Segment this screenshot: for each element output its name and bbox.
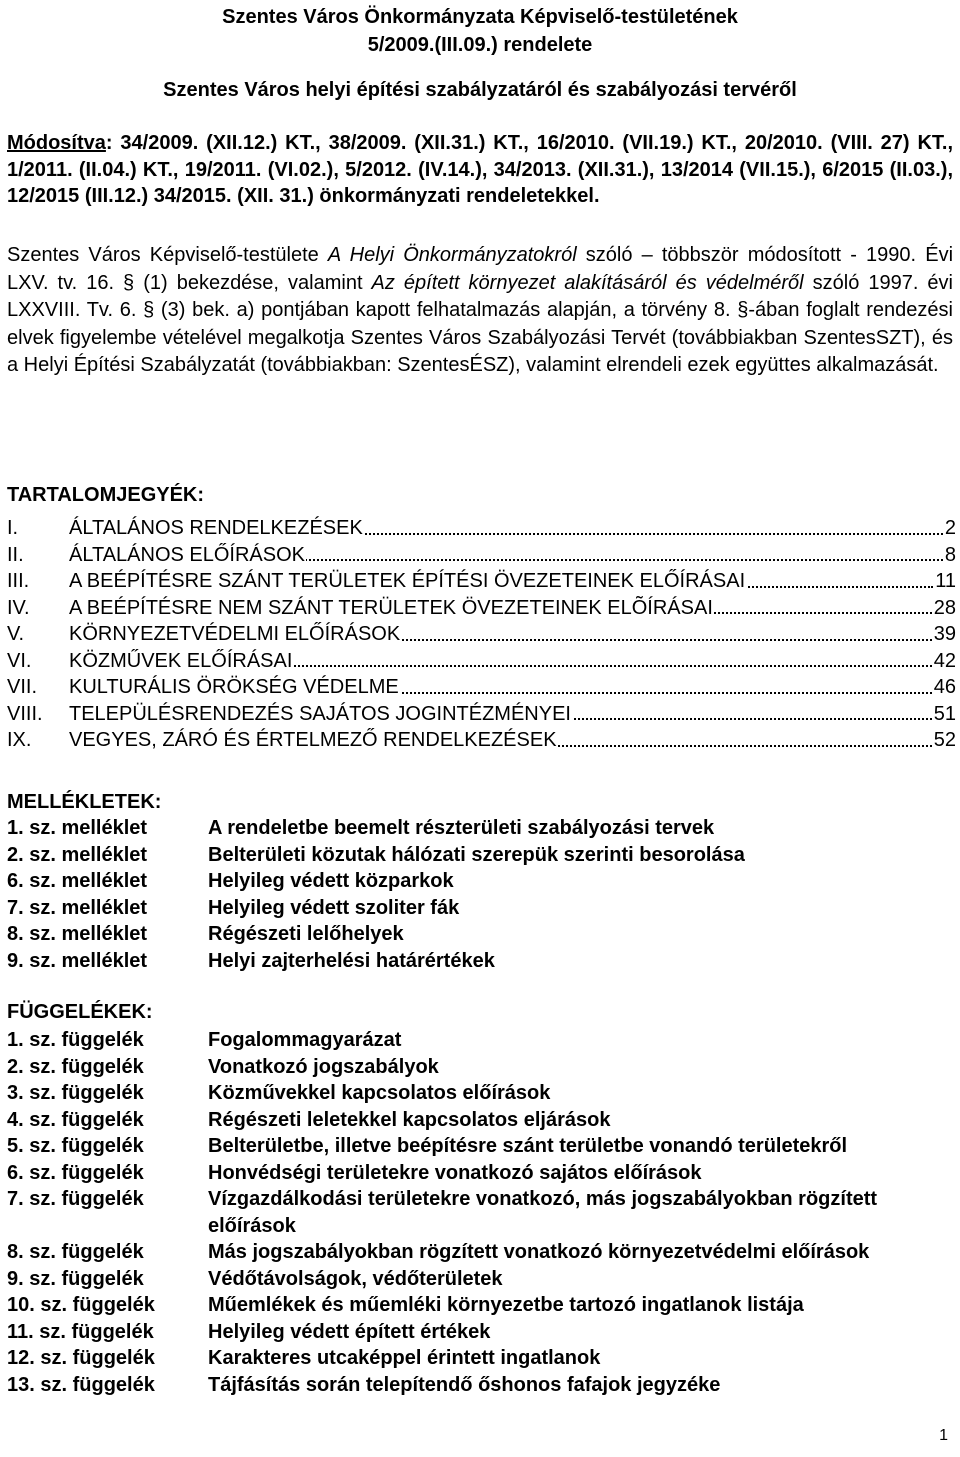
preamble-text-2: szóló – többször módosított - 1990. Évi LXV. tv. 16. § (1) bekezdése, valamint <box>7 244 954 294</box>
table-of-contents <box>7 515 956 754</box>
appendix-item-number: 11. sz. függelék <box>7 1320 154 1343</box>
document-title <box>0 3 960 59</box>
appendix-item-title: Tájfásítás során telepítendő őshonos fafajok jegyzéke <box>208 1373 721 1396</box>
toc-item-page: 2 <box>943 515 956 542</box>
toc-item-page: 51 <box>932 701 956 728</box>
toc-item-page: 42 <box>932 648 956 675</box>
title-line-2: 5/2009.(III.09.) rendelete <box>367 34 593 56</box>
appendix-item-number: 6. sz. függelék <box>7 1161 144 1184</box>
toc-item[interactable] <box>7 701 956 728</box>
amendments-note <box>7 130 953 210</box>
annex-item <box>7 921 947 948</box>
toc-item-title-wrap <box>69 568 933 595</box>
annex-item-title: Helyileg védett közparkok <box>208 870 454 892</box>
toc-item-title: KÖRNYEZETVÉDELMI ELŐÍRÁSOK <box>69 623 401 645</box>
toc-item-title-wrap <box>69 621 932 648</box>
annex-item <box>7 948 947 975</box>
toc-heading: TARTALOMJEGYÉK: <box>7 484 205 506</box>
toc-item-title-wrap <box>69 515 943 542</box>
toc-item-title-wrap <box>69 648 932 675</box>
annex-item <box>7 842 947 869</box>
toc-item-page: 52 <box>932 727 956 754</box>
annex-item-title: Helyileg védett szoliter fák <box>208 896 460 919</box>
toc-item-title: ÁLTALÁNOS RENDELKEZÉSEK <box>69 517 363 539</box>
toc-item[interactable] <box>7 648 956 675</box>
toc-item[interactable] <box>7 595 956 622</box>
page-number: 1 <box>939 1427 948 1444</box>
toc-item-title: KÖZMŰVEK ELŐÍRÁSAI <box>69 649 293 672</box>
appendix-item-number: 10. sz. függelék <box>7 1294 155 1316</box>
appendix-item <box>7 1027 947 1054</box>
toc-item-number: VIII. <box>7 702 43 725</box>
appendix-item-title: Műemlékek és műemléki környezetbe tartozó ingatlanok listája <box>208 1294 804 1316</box>
annex-item-number: 8. sz. melléklet <box>7 923 148 945</box>
appendix-item-title: Fogalommagyarázat <box>208 1029 402 1051</box>
appendix-item <box>7 1292 947 1319</box>
toc-item-page: 28 <box>932 595 956 622</box>
annex-item-number: 1. sz. melléklet <box>7 817 148 839</box>
appendix-item-title: Régészeti leletekkel kapcsolatos eljárások <box>208 1108 611 1131</box>
appendix-item <box>7 1372 947 1399</box>
appendix-item-number: 8. sz. függelék <box>7 1241 144 1263</box>
toc-item-title: A BEÉPÍTÉSRE NEM SZÁNT TERÜLETEK ÖVEZETEINEK ELÕÍRÁSAI <box>69 596 713 619</box>
toc-item[interactable] <box>7 727 956 754</box>
appendix-item-title: Védőtávolságok, védőterületek <box>208 1267 503 1290</box>
toc-item-title: A BEÉPÍTÉSRE SZÁNT TERÜLETEK ÉPÍTÉSI ÖVEZETEINEK ELŐÍRÁSAI <box>69 570 746 592</box>
appendix-item-title: Belterületbe, illetve beépítésre szánt területbe vonandó területekről <box>208 1135 848 1157</box>
preamble-text-3: szóló 1997. évi LXXVIII. Tv. 6. § (3) bek. a) pontjában kapott felhatalmazás alapján, a törvény 8. §-ában foglalt rendezési elvek figyelembe vételével megalkotja Szentes Város Szabályozási Tervét (továbbiakban SzentesSZT), és a Helyi Építési Szabályzatát (továbbiakban: SzentesÉSZ), valamint elrendeli ezek együttes alkalmazását. <box>7 271 954 376</box>
preamble-law-title-1: A Helyi Önkormányzatokról <box>327 244 577 266</box>
toc-item-title-wrap <box>69 542 943 569</box>
toc-item-title: VEGYES, ZÁRÓ ÉS ÉRTELMEZŐ RENDELKEZÉSEK <box>69 729 557 751</box>
annex-item-title: Helyi zajterhelési határértékek <box>208 949 495 972</box>
annex-item-title: A rendeletbe beemelt részterületi szabályozási tervek <box>208 817 715 839</box>
appendix-item <box>7 1319 947 1346</box>
amendments-label: Módosítva <box>7 132 106 154</box>
appendix-item-number: 12. sz. függelék <box>7 1347 155 1369</box>
preamble-paragraph <box>7 242 953 380</box>
appendix-item-number: 2. sz. függelék <box>7 1055 144 1078</box>
toc-item-number: VI. <box>7 649 32 672</box>
toc-item-number: IV. <box>7 596 30 619</box>
appendix-item <box>7 1266 947 1293</box>
title-line-1: Szentes Város Önkormányzata Képviselő-testületének <box>222 6 738 28</box>
annex-item-number: 9. sz. melléklet <box>7 949 148 972</box>
toc-item-number: I. <box>7 517 19 539</box>
toc-item-page: 11 <box>933 568 956 595</box>
amendments-text: : 34/2009. (XII.12.) KT., 38/2009. (XII.31.) KT., 16/2010. (VII.19.) KT., 20/2010. (VIII. 27) KT., 1/2011. (II.04.) KT., 19/2011. (VI.02.), 5/2012. (IV.14.), 34/2013. (XII.31.), 13/2014 (VII.15.), 6/2015 (II.03.), 12/2015 (III.12.) 34/2015. (XII. 31.) önkormányzati rendeletekkel. <box>7 132 953 207</box>
toc-item-number: III. <box>7 570 30 592</box>
toc-item-title: ÁLTALÁNOS ELŐÍRÁSOK <box>69 543 306 566</box>
annex-item <box>7 868 947 895</box>
annex-item <box>7 815 947 842</box>
toc-item-number: V. <box>7 623 25 645</box>
appendix-item <box>7 1239 947 1266</box>
toc-item-number: VII. <box>7 676 38 698</box>
toc-item-number: II. <box>7 543 24 566</box>
appendix-item-number: 4. sz. függelék <box>7 1108 144 1131</box>
appendix-item-title: Közművekkel kapcsolatos előírások <box>208 1082 551 1104</box>
appendix-item-number: 1. sz. függelék <box>7 1029 144 1051</box>
appendix-item-title: Vízgazdálkodási területekre vonatkozó, más jogszabályokban rögzített előírások <box>208 1188 878 1237</box>
toc-item-page: 39 <box>932 621 956 648</box>
toc-item-page: 8 <box>943 542 956 569</box>
annex-item <box>7 895 947 922</box>
toc-item-title: KULTURÁLIS ÖRÖKSÉG VÉDELME <box>69 676 399 698</box>
annex-item-number: 6. sz. melléklet <box>7 870 148 892</box>
appendix-item <box>7 1345 947 1372</box>
appendix-item <box>7 1133 947 1160</box>
toc-item-number: IX. <box>7 729 32 751</box>
appendix-item-title: Honvédségi területekre vonatkozó sajátos előírások <box>208 1161 702 1184</box>
toc-item[interactable] <box>7 515 956 542</box>
appendix-item-title: Vonatkozó jogszabályok <box>208 1055 439 1078</box>
annex-item-number: 2. sz. melléklet <box>7 843 148 866</box>
appendix-item-title: Más jogszabályokban rögzített vonatkozó környezetvédelmi előírások <box>208 1241 870 1263</box>
appendix-item-title: Helyileg védett épített értékek <box>208 1320 491 1343</box>
preamble-text-1: Szentes Város Képviselő-testülete <box>7 244 328 266</box>
appendix-item-title: Karakteres utcaképpel érintett ingatlanok <box>208 1347 601 1369</box>
appendix-item <box>7 1186 947 1239</box>
toc-item-title: TELEPÜLÉSRENDEZÉS SAJÁTOS JOGINTÉZMÉNYEI <box>69 702 571 725</box>
toc-item-page: 46 <box>932 674 956 701</box>
appendix-item-number: 5. sz. függelék <box>7 1135 144 1157</box>
appendix-item-number: 7. sz. függelék <box>7 1188 144 1210</box>
annex-item-number: 7. sz. melléklet <box>7 896 148 919</box>
annexes-heading: MELLÉKLETEK: <box>7 791 162 813</box>
appendix-item <box>7 1160 947 1187</box>
appendix-item-number: 3. sz. függelék <box>7 1082 144 1104</box>
toc-item-title-wrap <box>69 595 932 622</box>
toc-item-title-wrap <box>69 727 932 754</box>
annex-item-title: Régészeti lelőhelyek <box>208 923 404 945</box>
appendices-heading: FÜGGELÉKEK: <box>7 1001 153 1023</box>
appendix-item <box>7 1080 947 1107</box>
appendix-item-number: 9. sz. függelék <box>7 1267 144 1290</box>
toc-item[interactable] <box>7 568 956 595</box>
toc-item[interactable] <box>7 542 956 569</box>
toc-item-title-wrap <box>69 674 932 701</box>
annexes-list <box>7 815 947 974</box>
annex-item-title: Belterületi közutak hálózati szerepük szerinti besorolása <box>208 843 745 866</box>
appendix-item <box>7 1107 947 1134</box>
appendices-list <box>7 1027 947 1398</box>
appendix-item <box>7 1054 947 1081</box>
document-subtitle: Szentes Város helyi építési szabályzatáról és szabályozási tervéről <box>163 79 797 101</box>
toc-item-title-wrap <box>69 701 932 728</box>
toc-item[interactable] <box>7 674 956 701</box>
appendix-item-number: 13. sz. függelék <box>7 1373 155 1396</box>
toc-item[interactable] <box>7 621 956 648</box>
preamble-law-title-2: Az épített környezet alakításáról és védelméről <box>371 271 804 294</box>
